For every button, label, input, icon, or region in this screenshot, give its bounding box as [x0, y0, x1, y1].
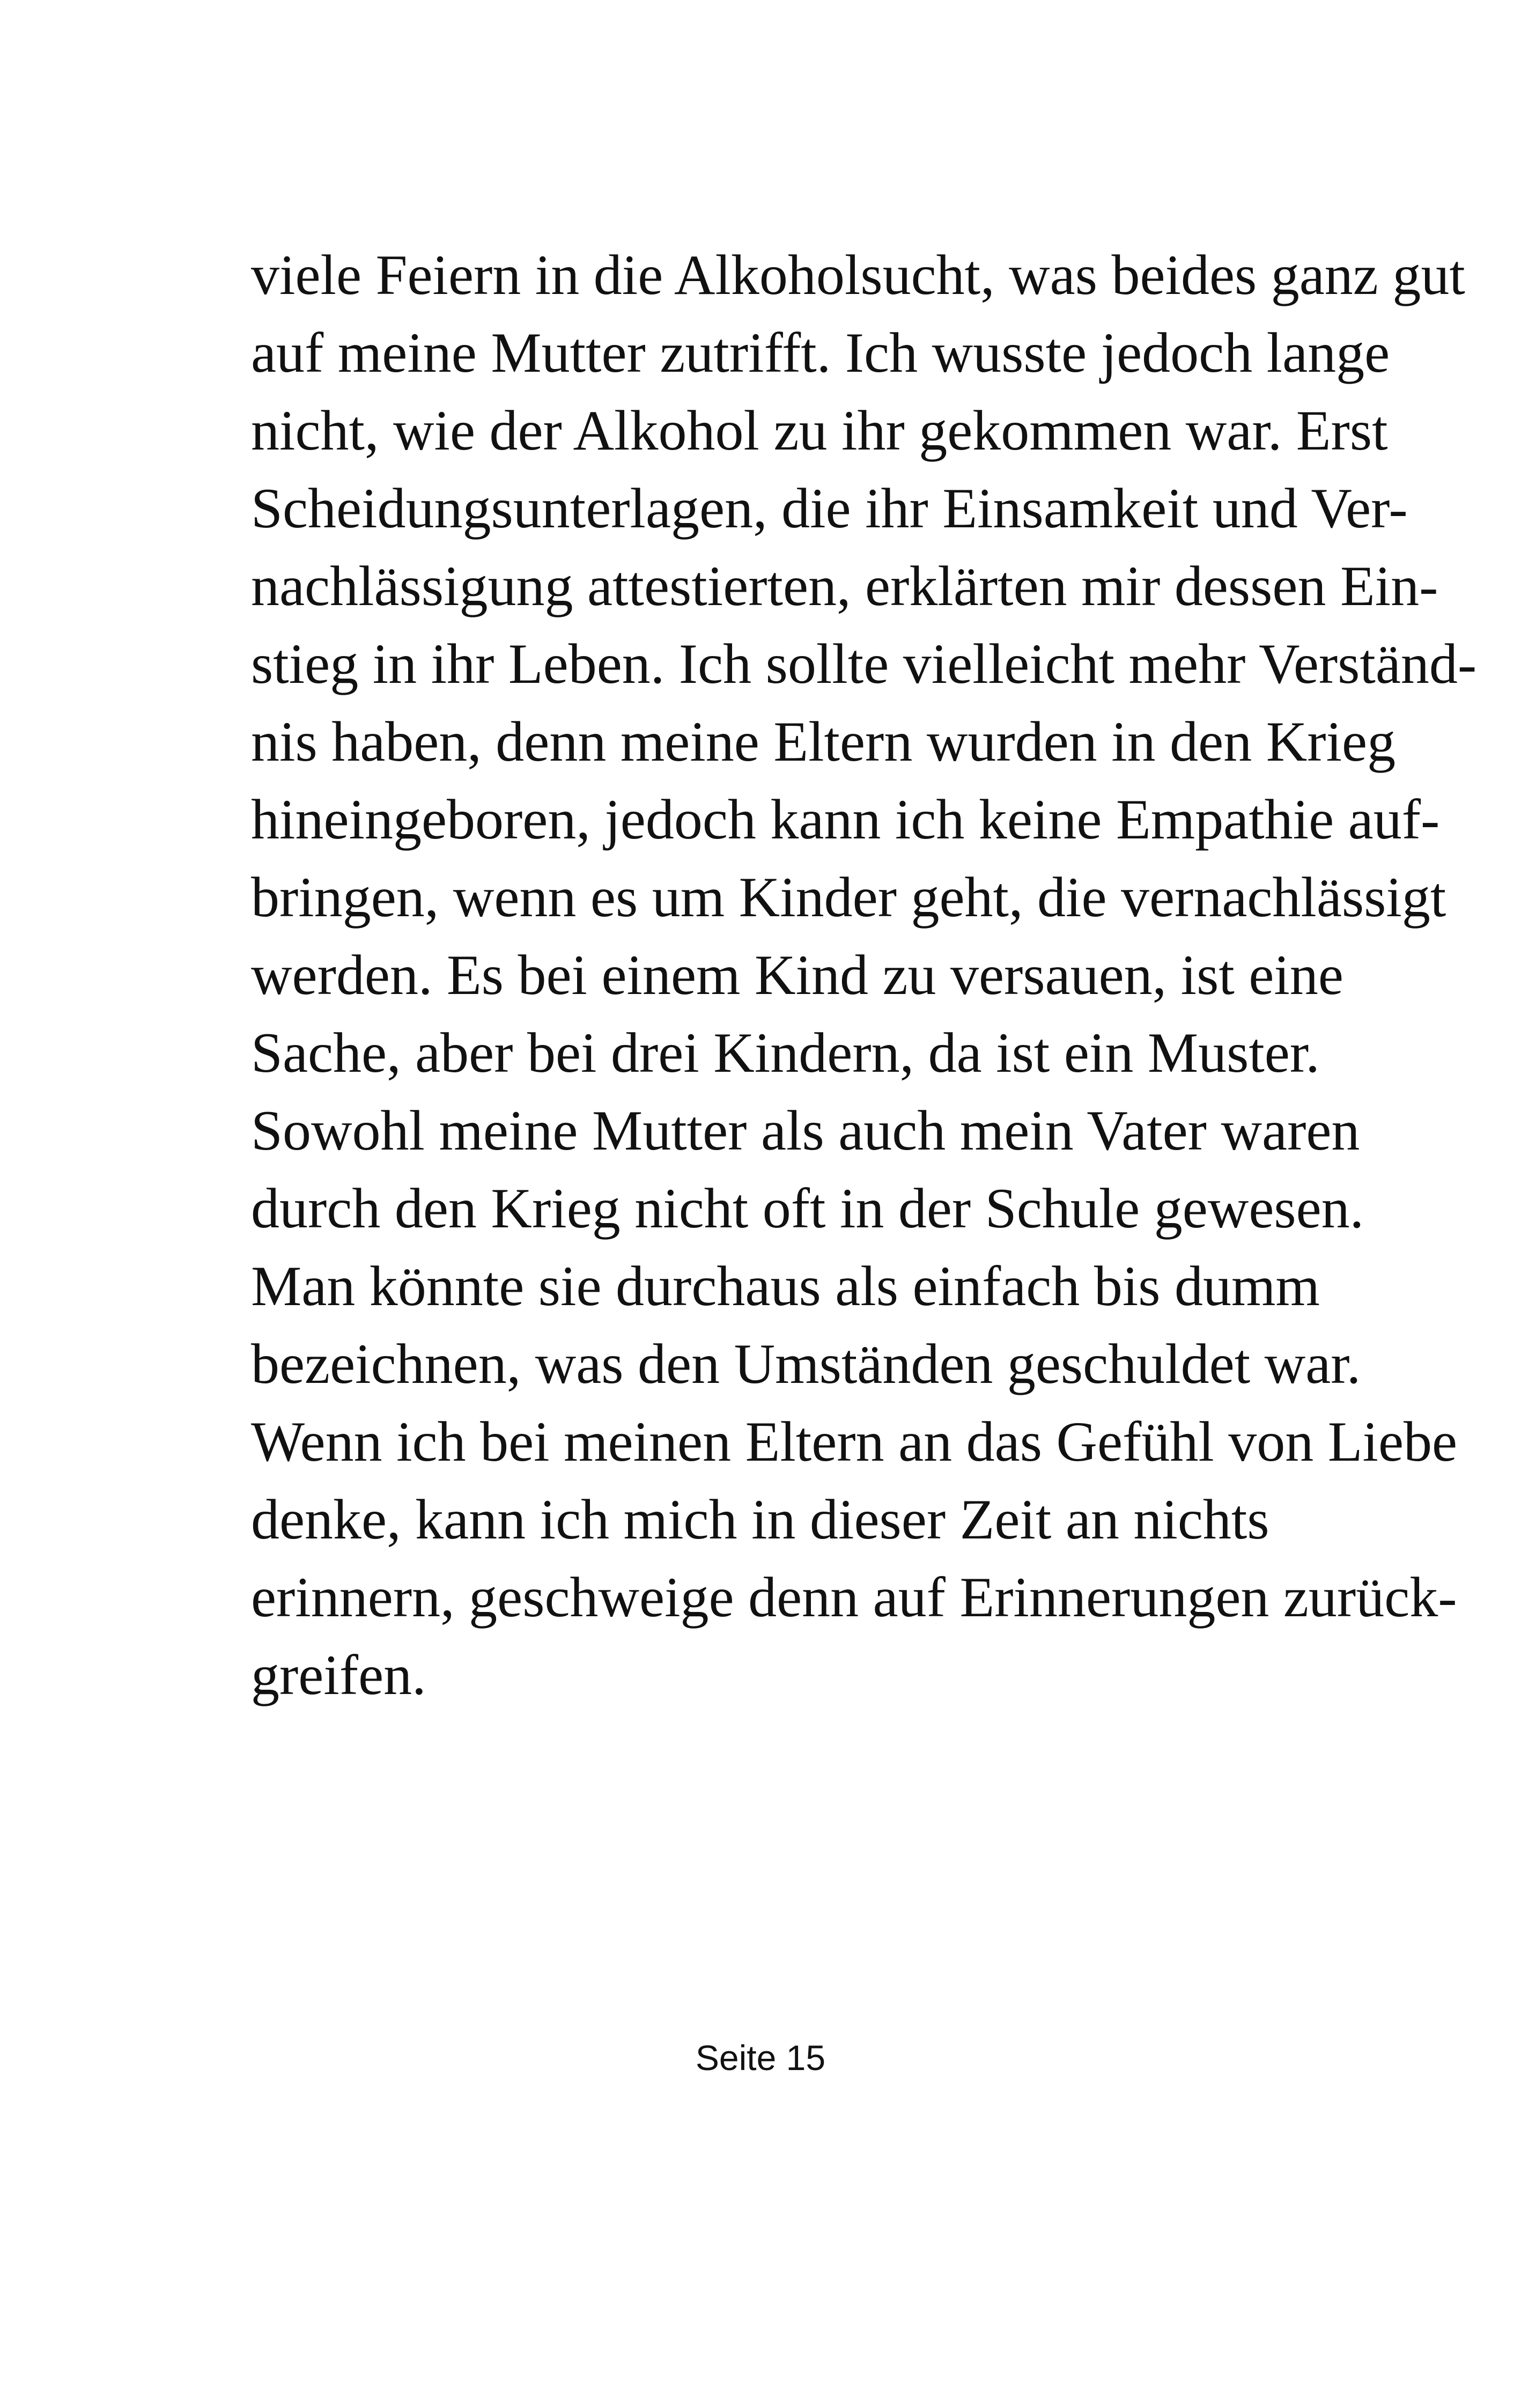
text-line: bezeichnen, was den Umständen geschuldet war.	[251, 1332, 1361, 1395]
text-line: Wenn ich bei meinen Eltern an das Gefühl von Liebe	[251, 1410, 1458, 1473]
text-line: nicht, wie der Alkohol zu ihr gekommen war. Erst	[251, 399, 1388, 462]
text-line: nachlässigung attestierten, erklärten mir dessen Ein-	[251, 555, 1438, 617]
text-line: werden. Es bei einem Kind zu versauen, ist eine	[251, 944, 1343, 1006]
text-line: Sowohl meine Mutter als auch mein Vater waren	[251, 1099, 1360, 1162]
text-line: hineingeboren, jedoch kann ich keine Empathie auf-	[251, 788, 1440, 851]
text-line: Sache, aber bei drei Kindern, da ist ein Muster.	[251, 1021, 1320, 1084]
text-line: viele Feiern in die Alkoholsucht, was beides ganz gut	[251, 244, 1465, 306]
page-number: Seite 15	[695, 2038, 826, 2078]
text-line: stieg in ihr Leben. Ich sollte vielleicht mehr Verständ-	[251, 632, 1477, 695]
text-line: nis haben, denn meine Eltern wurden in den Krieg	[251, 710, 1396, 773]
text-line: Man könnte sie durchaus als einfach bis dumm	[251, 1255, 1320, 1317]
body-paragraph	[251, 236, 1477, 1714]
text-line: denke, kann ich mich in dieser Zeit an nichts	[251, 1488, 1269, 1551]
text-line: auf meine Mutter zutrifft. Ich wusste jedoch lange	[251, 321, 1390, 384]
text-line: bringen, wenn es um Kinder geht, die vernachlässigt	[251, 866, 1446, 929]
text-line: greifen.	[251, 1644, 426, 1706]
text-line: Scheidungsunterlagen, die ihr Einsamkeit und Ver-	[251, 477, 1408, 540]
text-line: durch den Krieg nicht oft in der Schule gewesen.	[251, 1177, 1364, 1240]
text-line: erinnern, geschweige denn auf Erinnerungen zurück-	[251, 1566, 1457, 1629]
